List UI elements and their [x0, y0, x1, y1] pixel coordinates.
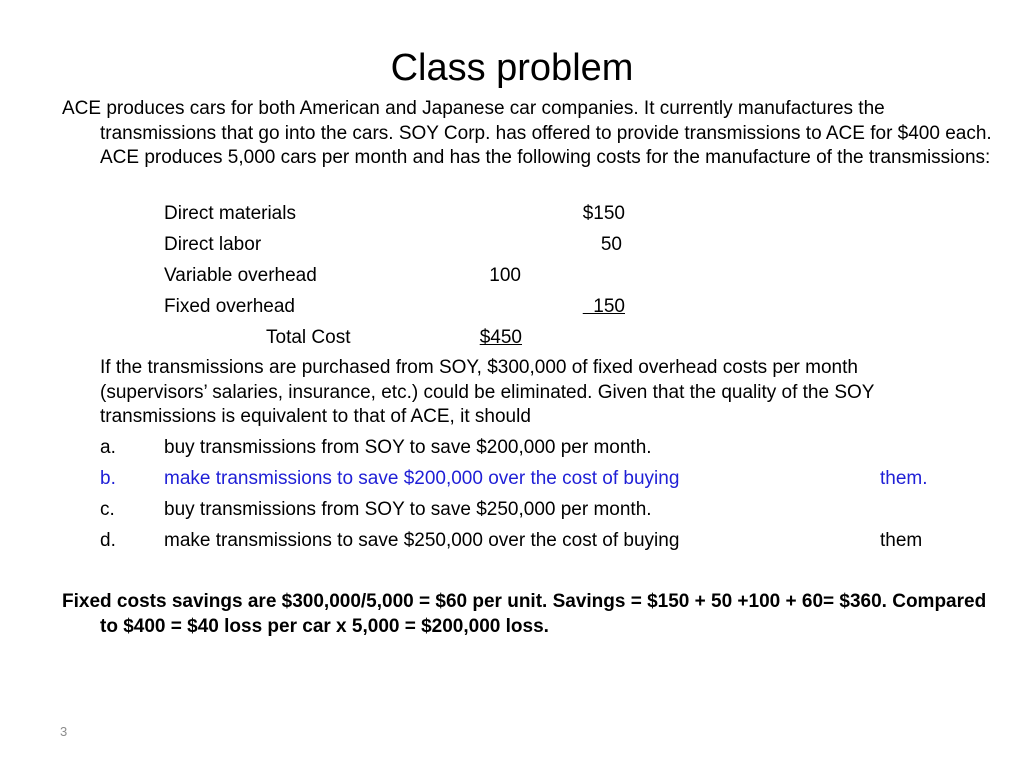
page-title: Class problem	[390, 47, 634, 89]
cost-label: Direct materials	[164, 203, 296, 224]
option-b	[0, 467, 960, 491]
option-text: make transmissions to save $200,000 over the cost of buying	[164, 468, 680, 489]
cost-label: Direct labor	[164, 234, 262, 255]
total-cost-row	[0, 326, 522, 350]
option-letter: c.	[100, 499, 115, 520]
total-cost-amount: $450	[479, 327, 522, 348]
page-number: 3	[60, 724, 68, 739]
option-letter: b.	[100, 468, 116, 489]
cost-row-direct-materials	[0, 202, 625, 226]
option-d	[0, 529, 960, 553]
intro-paragraph: ACE produces cars for both American and Japanese car companies. It currently manufactures the transmissions that go into the cars. SOY Corp. has offered to provide transmissions to ACE for $400 each. ACE produces 5,000 cars per month and has the following costs for the manufacture of the transmissions:	[62, 98, 992, 168]
option-a	[0, 436, 960, 460]
cost-amount: 50	[600, 234, 622, 255]
question-paragraph: If the transmissions are purchased from SOY, $300,000 of fixed overhead costs per month (supervisors’ salaries, insurance, etc.) could be eliminated. Given that the quality of the SOY transmissions is equivalent to that of ACE, it should	[100, 357, 875, 427]
option-letter: a.	[100, 437, 116, 458]
cost-label: Variable overhead	[164, 265, 317, 286]
cost-amount: $150	[582, 203, 625, 224]
cost-row-fixed-overhead	[0, 295, 625, 319]
cost-amount: 150	[582, 296, 625, 317]
total-cost-label: Total Cost	[266, 327, 351, 348]
option-letter: d.	[100, 530, 116, 551]
cost-amount: 100	[489, 265, 521, 286]
option-tail: them.	[880, 468, 928, 489]
option-text: buy transmissions from SOY to save $250,000 per month.	[164, 499, 652, 520]
cost-label: Fixed overhead	[164, 296, 295, 317]
option-text: buy transmissions from SOY to save $200,000 per month.	[164, 437, 652, 458]
solution-paragraph: Fixed costs savings are $300,000/5,000 = $60 per unit. Savings = $150 + 50 +100 + 60= $360. Compared to $400 = $40 loss per car x 5,000 = $200,000 loss.	[62, 591, 987, 637]
option-c	[0, 498, 960, 522]
option-tail: them	[880, 530, 923, 551]
cost-row-direct-labor	[0, 233, 622, 257]
option-text: make transmissions to save $250,000 over the cost of buying	[164, 530, 680, 551]
cost-row-variable-overhead	[0, 264, 521, 288]
